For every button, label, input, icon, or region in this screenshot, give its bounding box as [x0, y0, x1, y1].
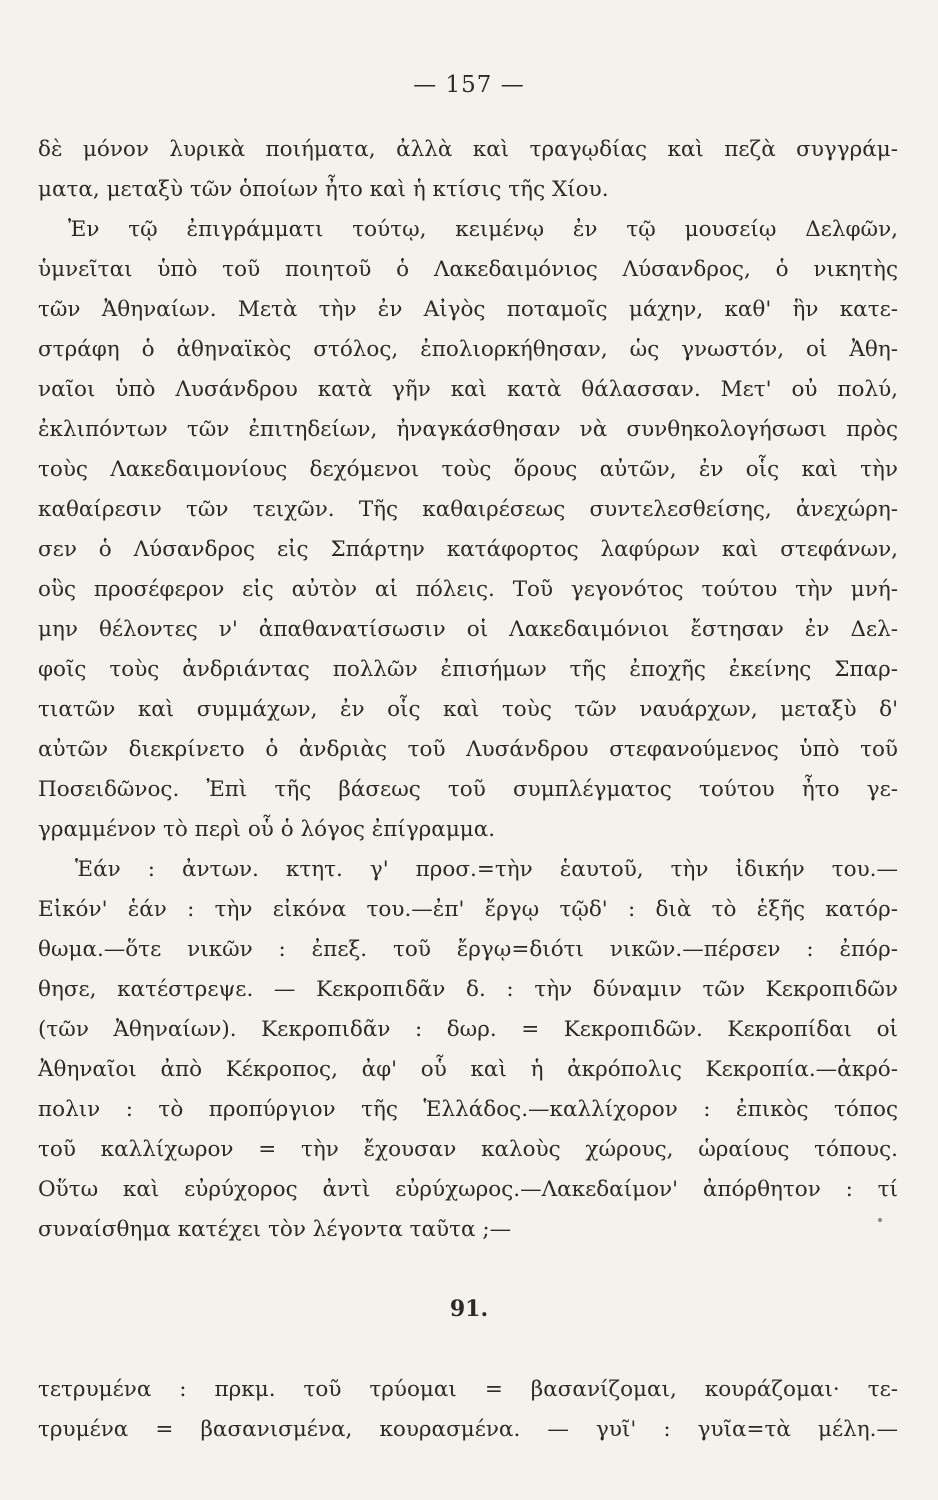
text-line: Ποσειδῶνος. Ἐπὶ τῆς βάσεως τοῦ συμπλέγματος τούτου ἦτο γε- [38, 777, 898, 802]
text-line: γραμμένον τὸ περὶ οὗ ὁ λόγος ἐπίγραμμα. [38, 817, 496, 842]
note-line: Ἑάν : ἀντων. κτητ. γ' προσ.=τὴν ἑαυτοῦ, τὴν ἰδικήν του.— [75, 857, 898, 882]
note-line: Ἀθηναῖοι ἀπὸ Κέκροπος, ἀφ' οὗ καὶ ἡ ἀκρόπολις Κεκροπία.—ἀκρό- [38, 1057, 898, 1082]
gloss-line: τρυμένα = βασανισμένα, κουρασμένα. — γυῖ' : γυῖα=τὰ μέλη.— [38, 1417, 898, 1442]
text-line: στράφη ὁ ἀθηναϊκὸς στόλος, ἐπολιορκήθησαν, ὡς γνωστόν, οἱ Ἀθη- [38, 337, 898, 362]
gloss-line: τετρυμένα : πρκμ. τοῦ τρύομαι = βασανίζομαι, κουράζομαι· τε- [38, 1377, 898, 1402]
section-number: 91. [449, 1296, 489, 1322]
text-line: ὑμνεῖται ὑπὸ τοῦ ποιητοῦ ὁ Λακεδαιμόνιος Λύσανδρος, ὁ νικητὴς [38, 257, 898, 282]
text-line: τιατῶν καὶ συμμάχων, ἐν οἷς καὶ τοὺς τῶν ναυάρχων, μεταξὺ δ' [38, 697, 898, 722]
text-line: καθαίρεσιν τῶν τειχῶν. Τῆς καθαιρέσεως συντελεσθείσης, ἀνεχώρη- [38, 497, 898, 522]
text-line: σεν ὁ Λύσανδρος εἰς Σπάρτην κατάφορτος λαφύρων καὶ στεφάνων, [38, 537, 898, 562]
note-line: (τῶν Ἀθηναίων). Κεκροπιδᾶν : δωρ. = Κεκροπιδῶν. Κεκροπίδαι οἱ [38, 1017, 898, 1042]
text-line: οὓς προσέφερον εἰς αὐτὸν αἱ πόλεις. Τοῦ γεγονότος τούτου τὴν μνή- [38, 577, 898, 602]
note-line: θησε, κατέστρεψε. — Κεκροπιδᾶν δ. : τὴν δύναμιν τῶν Κεκροπιδῶν [38, 977, 898, 1002]
note-line: θωμα.—ὅτε νικῶν : ἐπεξ. τοῦ ἔργῳ=διότι νικῶν.—πέρσεν : ἐπόρ- [38, 937, 898, 962]
text-line: τῶν Ἀθηναίων. Μετὰ τὴν ἐν Αἰγὸς ποταμοῖς μάχην, καθ' ἣν κατε- [38, 297, 898, 322]
text-line: φοῖς τοὺς ἀνδριάντας πολλῶν ἐπισήμων τῆς ἐποχῆς ἐκείνης Σπαρ- [38, 657, 898, 682]
text-line: ναῖοι ὑπὸ Λυσάνδρου κατὰ γῆν καὶ κατὰ θάλασσαν. Μετ' οὐ πολύ, [38, 377, 898, 402]
note-line: συναίσθημα κατέχει τὸν λέγοντα ταῦτα ;— [38, 1217, 512, 1242]
note-line: Οὕτω καὶ εὐρύχορος ἀντὶ εὐρύχωρος.—Λακεδαίμον' ἀπόρθητον : τί [38, 1177, 898, 1202]
paper-speck [878, 1218, 882, 1222]
text-line: δὲ μόνον λυρικὰ ποιήματα, ἀλλὰ καὶ τραγῳδίας καὶ πεζὰ συγγράμ- [38, 137, 898, 162]
text-line: ματα, μεταξὺ τῶν ὁποίων ἦτο καὶ ἡ κτίσις τῆς Χίου. [38, 177, 609, 202]
note-line: πολιν : τὸ προπύργιον τῆς Ἑλλάδος.—καλλίχορον : ἐπικὸς τόπος [38, 1097, 898, 1122]
page-header: — 157 — [413, 72, 525, 98]
text-line: ἐκλιπόντων τῶν ἐπιτηδείων, ἠναγκάσθησαν νὰ συνθηκολογήσωσι πρὸς [38, 417, 898, 442]
text-line: μην θέλοντες ν' ἀπαθανατίσωσιν οἱ Λακεδαιμόνιοι ἔστησαν ἐν Δελ- [38, 617, 898, 642]
text-line: τοὺς Λακεδαιμονίους δεχόμενοι τοὺς ὅρους αὐτῶν, ἐν οἷς καὶ τὴν [38, 457, 898, 482]
text-line: αὐτῶν διεκρίνετο ὁ ἀνδριὰς τοῦ Λυσάνδρου στεφανούμενος ὑπὸ τοῦ [38, 737, 898, 762]
text-line: Ἐν τῷ ἐπιγράμματι τούτῳ, κειμένῳ ἐν τῷ μουσείῳ Δελφῶν, [68, 217, 898, 242]
note-line: Εἰκόν' ἑάν : τὴν εἰκόνα του.—ἐπ' ἔργῳ τῷδ' : διὰ τὸ ἑξῆς κατόρ- [38, 897, 898, 922]
note-line: τοῦ καλλίχωρον = τὴν ἔχουσαν καλοὺς χώρους, ὡραίους τόπους. [38, 1137, 898, 1162]
